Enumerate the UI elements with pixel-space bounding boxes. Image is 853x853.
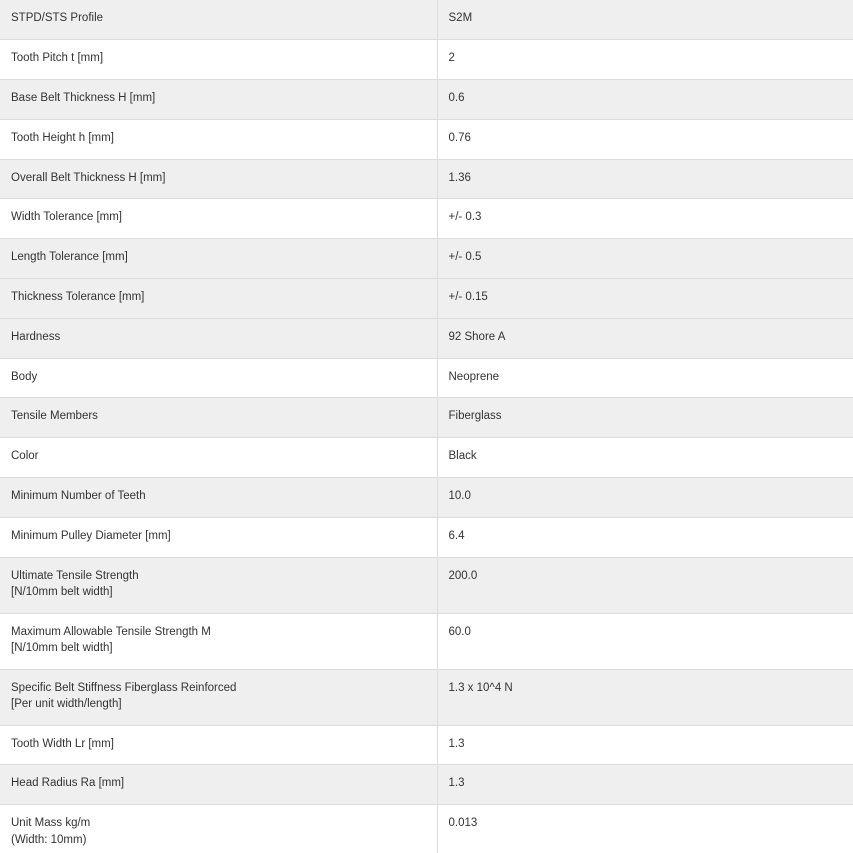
table-row: [0, 613, 853, 669]
row-label: Length Tolerance [mm]: [0, 239, 437, 279]
table-row: [0, 725, 853, 765]
row-value: 0.76: [437, 119, 853, 159]
table-row: [0, 199, 853, 239]
table-row: [0, 80, 853, 120]
table-row: [0, 438, 853, 478]
row-label: [0, 613, 437, 669]
row-value: S2M: [437, 0, 853, 40]
table-row: [0, 0, 853, 40]
table-row: [0, 40, 853, 80]
row-label: Body: [0, 358, 437, 398]
row-label: Tooth Pitch t [mm]: [0, 40, 437, 80]
table-row: [0, 159, 853, 199]
row-value: 1.36: [437, 159, 853, 199]
row-label: Width Tolerance [mm]: [0, 199, 437, 239]
row-value: 0.6: [437, 80, 853, 120]
row-label-sub: [N/10mm belt width]: [11, 642, 113, 655]
row-value: Fiberglass: [437, 398, 853, 438]
row-label: Minimum Number of Teeth: [0, 478, 437, 518]
row-value: 1.3 x 10^4 N: [437, 669, 853, 725]
row-label: Tooth Height h [mm]: [0, 119, 437, 159]
table-row: [0, 517, 853, 557]
row-label-main: Specific Belt Stiffness Fiberglass Reinforced: [11, 681, 237, 694]
row-value: 1.3: [437, 725, 853, 765]
table-row: [0, 358, 853, 398]
row-label: Color: [0, 438, 437, 478]
row-label-main: Unit Mass kg/m: [11, 817, 91, 830]
row-value: 200.0: [437, 557, 853, 613]
row-label: STPD/STS Profile: [0, 0, 437, 40]
row-label: Overall Belt Thickness H [mm]: [0, 159, 437, 199]
row-value: 6.4: [437, 517, 853, 557]
row-value: 92 Shore A: [437, 318, 853, 358]
row-value: 1.3: [437, 765, 853, 805]
row-label-sub: [N/10mm belt width]: [11, 586, 113, 599]
row-label: Base Belt Thickness H [mm]: [0, 80, 437, 120]
row-label-sub: (Width: 10mm): [11, 833, 87, 846]
row-label-main: Ultimate Tensile Strength: [11, 569, 139, 582]
row-label: Tensile Members: [0, 398, 437, 438]
table-row: [0, 765, 853, 805]
row-value: 2: [437, 40, 853, 80]
row-value: 0.013: [437, 805, 853, 853]
table-row: [0, 669, 853, 725]
table-row: [0, 398, 853, 438]
row-label: [0, 557, 437, 613]
row-value: 10.0: [437, 478, 853, 518]
row-value: +/- 0.15: [437, 279, 853, 319]
row-label: Minimum Pulley Diameter [mm]: [0, 517, 437, 557]
table-row: [0, 478, 853, 518]
table-row: [0, 557, 853, 613]
table-row: [0, 318, 853, 358]
table-row: [0, 119, 853, 159]
table-row: [0, 239, 853, 279]
row-label: Head Radius Ra [mm]: [0, 765, 437, 805]
row-label-main: Maximum Allowable Tensile Strength M: [11, 625, 211, 638]
row-value: 60.0: [437, 613, 853, 669]
table-row: [0, 279, 853, 319]
row-label: Tooth Width Lr [mm]: [0, 725, 437, 765]
row-label: Hardness: [0, 318, 437, 358]
row-label: Thickness Tolerance [mm]: [0, 279, 437, 319]
table-row: [0, 805, 853, 853]
row-value: Black: [437, 438, 853, 478]
row-label-sub: [Per unit width/length]: [11, 698, 122, 711]
row-label: [0, 805, 437, 853]
row-value: +/- 0.5: [437, 239, 853, 279]
row-label: [0, 669, 437, 725]
row-value: Neoprene: [437, 358, 853, 398]
row-value: +/- 0.3: [437, 199, 853, 239]
